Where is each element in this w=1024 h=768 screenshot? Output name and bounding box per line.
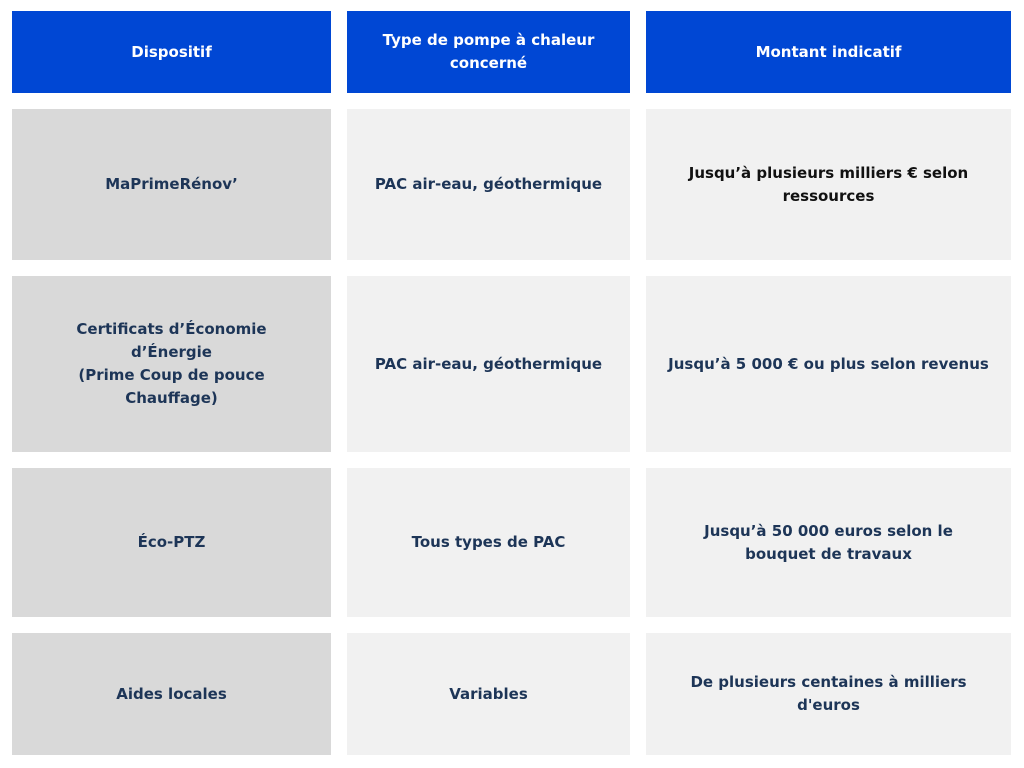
row-1-montant: Jusqu’à plusieurs milliers € selon ressources xyxy=(646,109,1011,260)
row-1-dispositif: MaPrimeRénov’ xyxy=(12,109,331,260)
row-2-type-pac: PAC air-eau, géothermique xyxy=(347,276,630,452)
header-montant: Montant indicatif xyxy=(646,11,1011,93)
row-4-montant: De plusieurs centaines à milliers d'euros xyxy=(646,633,1011,755)
row-4-dispositif: Aides locales xyxy=(12,633,331,755)
row-3-type-pac: Tous types de PAC xyxy=(347,468,630,617)
row-3-montant: Jusqu’à 50 000 euros selon le bouquet de travaux xyxy=(646,468,1011,617)
row-4-type-pac: Variables xyxy=(347,633,630,755)
row-3-dispositif: Éco-PTZ xyxy=(12,468,331,617)
row-1-type-pac: PAC air-eau, géothermique xyxy=(347,109,630,260)
header-dispositif: Dispositif xyxy=(12,11,331,93)
header-type-pac: Type de pompe à chaleur concerné xyxy=(347,11,630,93)
row-2-dispositif: Certificats d’Économie d’Énergie (Prime Coup de pouce Chauffage) xyxy=(12,276,331,452)
row-2-montant: Jusqu’à 5 000 € ou plus selon revenus xyxy=(646,276,1011,452)
